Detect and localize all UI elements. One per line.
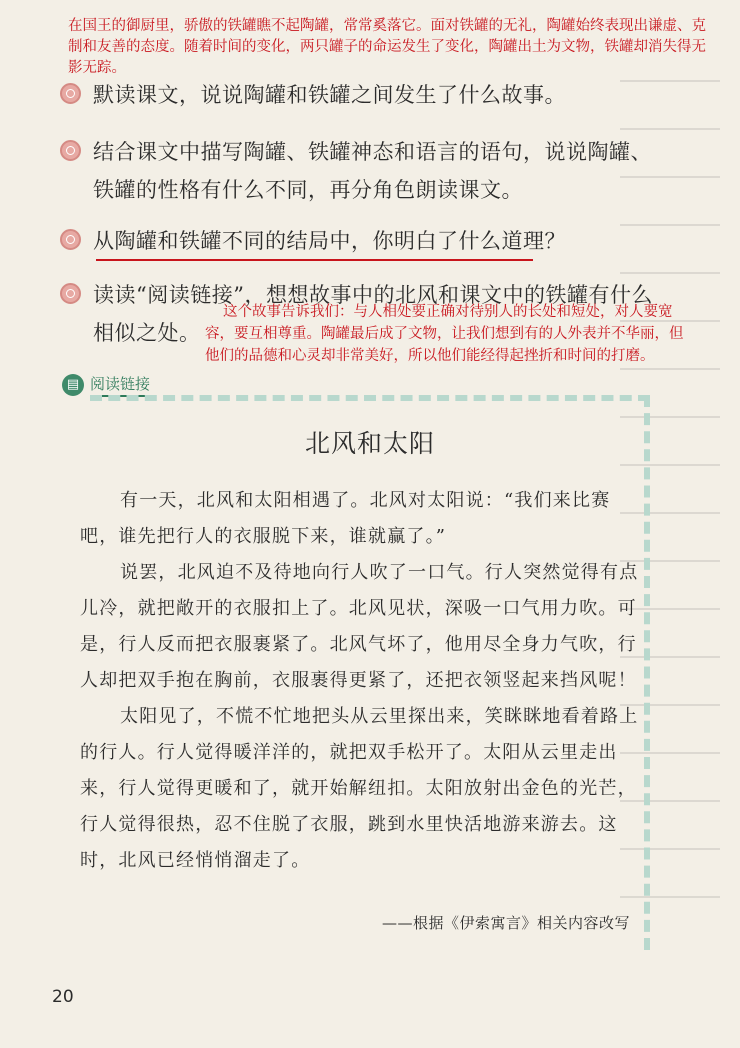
question-badge-icon [60,83,81,104]
handwritten-lesson-note: 这个故事告诉我们：与人相处要正确对待别人的长处和短处，对人要宽容，要互相尊重。陶罐最后成了文物，让我们想到有的人外表并不华丽，但他们的品德和心灵却非常美好，所以他们能经得起挫折和时间的打磨。 [205,304,684,364]
question-1-text: 默读课文，说说陶罐和铁罐之间发生了什么故事。 [93,83,566,107]
question-3 [60,222,660,260]
story-paragraph: 说罢，北风迫不及待地向行人吹了一口气。行人突然觉得有点儿冷，就把敞开的衣服扣上了。北风见状，深吸一口气用力吹。可是，行人反而把衣服裹紧了。北风气坏了，他用尽全身力气吹，行人却把双手抱在胸前，衣服裹得更紧了，还把衣领竖起来挡风呢！ [80,562,639,691]
question-badge-icon [60,140,81,161]
story-source: ——根据《伊索寓言》相关内容改写 [381,914,630,932]
question-3-text: 从陶罐和铁罐不同的结局中，你明白了什么道理？ [93,229,566,253]
story-paragraph: 太阳见了，不慌不忙地把头从云里探出来，笑眯眯地看着路上的行人。行人觉得暖洋洋的，就把双手松开了。太阳从云里走出来，行人觉得更暖和了，就开始解纽扣。太阳放射出金色的光芒，行人觉得很热，忍不住脱了衣服，跳到水里快活地游来游去。这时，北风已经悄悄溜走了。 [80,706,639,871]
story-body [80,483,640,879]
story-paragraph: 有一天，北风和太阳相遇了。北风对太阳说：“我们来比赛吧，谁先把行人的衣服脱下来，谁就赢了。” [80,490,611,547]
question-4-text: 读读“阅读链接”，想想故事中的北风和课文中的铁罐有什么相似之处。 [93,283,653,345]
story-title: 北风和太阳 [304,429,435,458]
question-1 [60,76,660,114]
page-number: 20 [52,987,74,1007]
handwritten-summary-note: 在国王的御厨里，骄傲的铁罐瞧不起陶罐，常常奚落它。面对铁罐的无礼，陶罐始终表现出谦虚、克制和友善的态度。随着时间的变化，两只罐子的命运发生了变化，陶罐出土为文物，铁罐却消失得无影无踪。 [68,18,706,76]
reading-link-header [62,373,150,397]
book-icon: ▤ [62,374,84,396]
red-underline [96,259,533,261]
question-badge-icon [60,229,81,250]
reading-link-label: 阅读链接 [90,373,150,397]
question-2-text: 结合课文中描写陶罐、铁罐神态和语言的语句，说说陶罐、铁罐的性格有什么不同，再分角色朗读课文。 [93,140,652,202]
question-2 [60,133,660,209]
question-badge-icon [60,283,81,304]
